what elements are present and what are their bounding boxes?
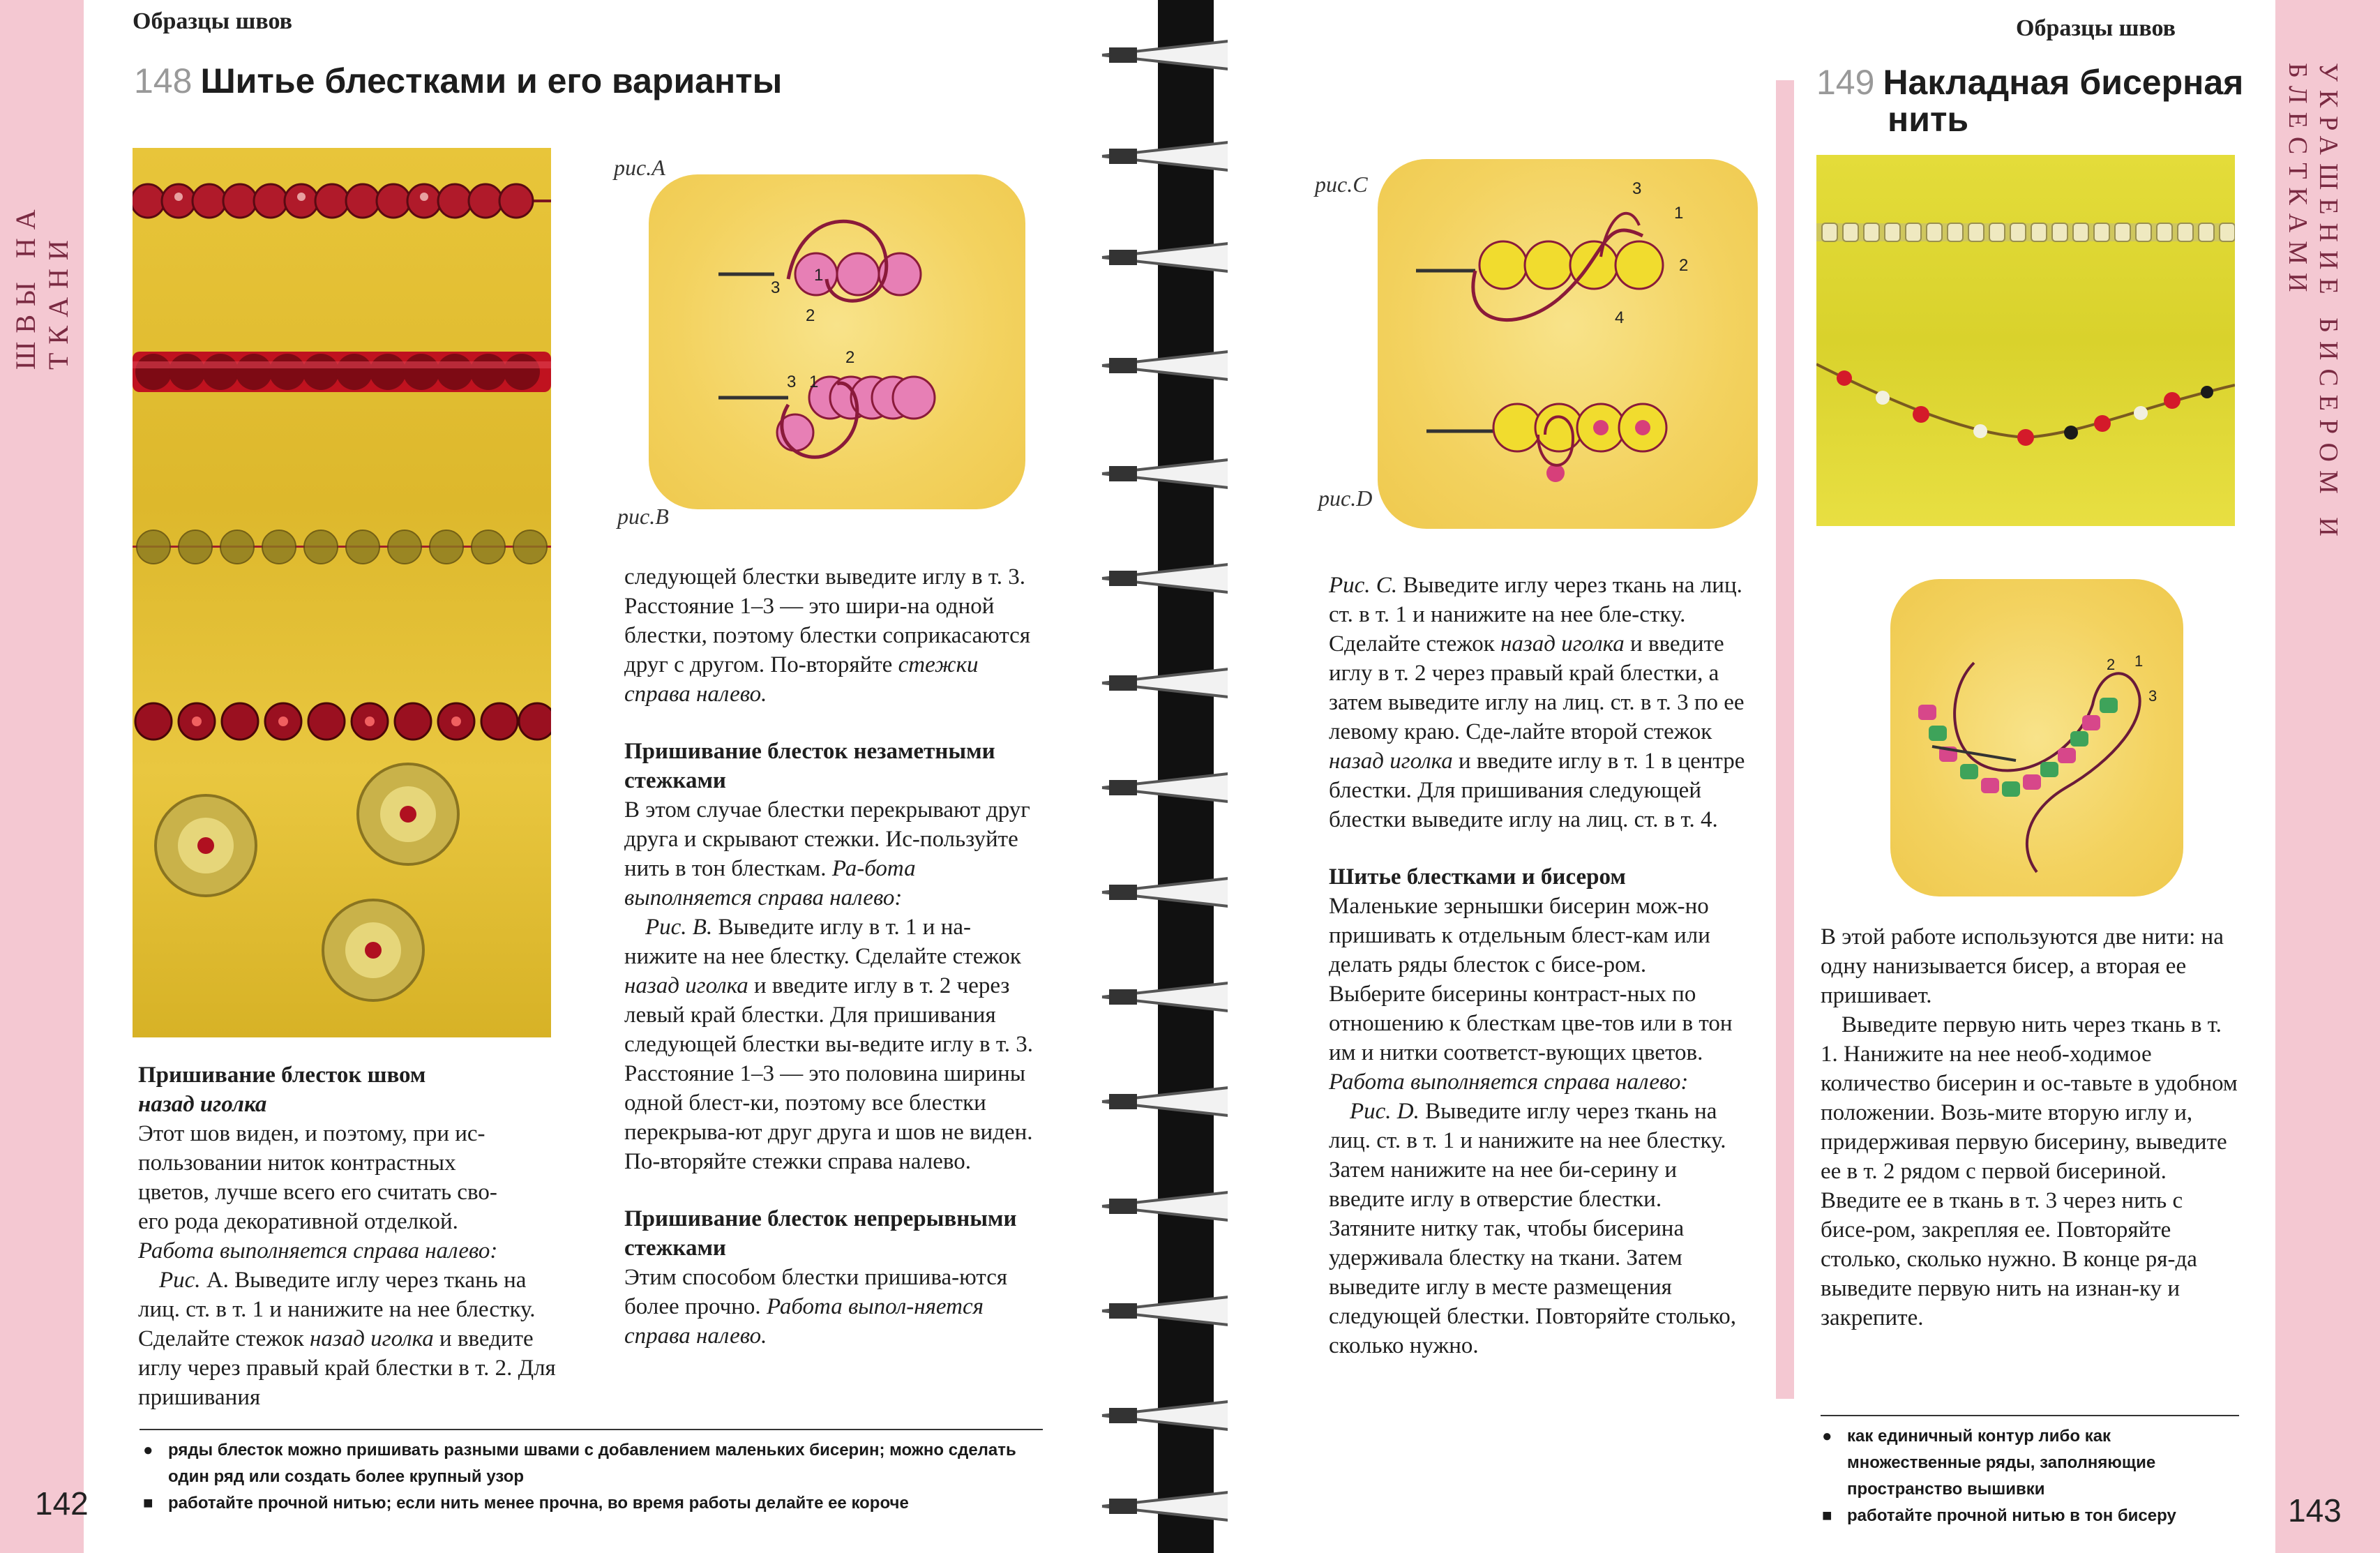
sequin-row-2 <box>133 352 551 392</box>
fig-a-diagram <box>718 221 921 325</box>
col2-p4: Этим способом блестки пришива-ются более прочно. Работа выпол-няется справа налево. <box>624 1265 1008 1349</box>
sequin-row-1 <box>133 184 551 218</box>
fig-b-num-1: 1 <box>809 373 819 391</box>
left-footer-rule <box>140 1429 1043 1430</box>
col4-p1: В этой работе используются две нити: на одну нанизывается бисер, а вторая ее пришивает. <box>1821 924 2224 1008</box>
fig-b-num-3: 3 <box>787 373 797 391</box>
right-page-title <box>1816 64 2243 137</box>
right-page-number: 143 <box>2288 1492 2342 1529</box>
fig-b-label: рис.В <box>617 504 669 529</box>
square-bullet-icon: ■ <box>1822 1506 1832 1525</box>
right-side-label: УКРАШЕНИЕ БИСЕРОМ И БЛЕСТКАМИ <box>2283 63 2343 545</box>
col3-p1: Рис. С. Выведите иглу через ткань на лиц. ст. в т. 1 и нанижите на нее бле-стку. Сделайте стежок назад иголка и введите иглу в т. 2 через правый край блестки, а затем выведите иглу на лиц. ст. в т. 3 по ее левому краю. Сде-лайте второй стежок назад иголка и введите иглу в т. 1 в центре блестки. Для пришивания следующей блестки выведите иглу на лиц. ст. в т. 4. <box>1329 573 1745 832</box>
fig-d-label: рис.D <box>1318 486 1373 511</box>
col3-p3: Рис. D. Выведите иглу через ткань на лиц. ст. в т. 1 и нанижите на нее блестку. Затем нанижите на нее би-серину и введите иглу в отверстие блестки. Затяните нитку так, чтобы бисерина удерживала блестку на ткани. Затем выведите иглу в месте размещения следующей блестки. Повторяйте столько, сколько нужно. <box>1329 1099 1736 1358</box>
right-col4-text <box>1821 922 2239 1333</box>
left-section-header: Образцы швов <box>133 8 293 34</box>
fig-c-num-3: 3 <box>1632 179 1642 198</box>
col1-para-a: Рис. А. Выведите иглу через ткань на лиц. ст. в т. 1 и нанижите на нее блестку. Сделайте стежок назад иголка и введите иглу через правый край блестки в т. 2. Для пришивания <box>138 1268 556 1410</box>
col1-line2: пользовании ниток контрастных <box>138 1150 456 1176</box>
right-footer-notes <box>1822 1423 2240 1529</box>
fig-a-num-3: 3 <box>771 278 781 297</box>
fig-e-num-2: 2 <box>2107 656 2116 673</box>
sequin-row-4 <box>135 703 551 740</box>
square-bullet-icon: ■ <box>143 1494 153 1513</box>
bead-sample-photo <box>1816 155 2235 526</box>
bead-row-top <box>1816 223 2235 241</box>
right-pink-divider <box>1776 80 1794 1399</box>
diagram-cd-panel <box>1378 159 1758 529</box>
fig-c-label: рис.С <box>1315 172 1368 197</box>
col2-p3: Рис. В. Выведите иглу в т. 1 и на-нижите на нее блестку. Сделайте стежок назад иголка и введите иглу в т. 2 через левый край блестки. Для пришивания следующей блестки вы-ведите иглу в т. 3. Расстояние 1–3 — это половина ширины одной блест-ки, поэтому все блестки перекрыва-ют друг друга и шов не виден. По-вторяйте стежки справа налево. <box>624 915 1034 1174</box>
left-note-2: ■ работайте прочной нитью; если нить менее прочна, во время работы делайте ее короче <box>143 1490 1043 1517</box>
left-col1-text <box>138 1060 557 1412</box>
title-number: 148 <box>134 61 193 100</box>
col2-p2: В этом случае блестки перекрывают друг друга и скрывают стежки. Ис-пользуйте нить в тон блесткам. Ра-бота выполняется справа налево: <box>624 797 1030 910</box>
col1-heading: Пришивание блесток швом назад иголка <box>138 1063 426 1117</box>
fig-e-num-1: 1 <box>2134 652 2144 670</box>
fig-a-num-2: 2 <box>806 306 815 325</box>
diagram-ab-panel <box>649 174 1025 509</box>
right-note-1: ● как единичный контур либо как множественные ряды, заполняющие пространство вышивки <box>1822 1423 2240 1503</box>
title-line1: Накладная бисерная <box>1883 63 2244 102</box>
right-col3-text <box>1329 571 1747 1360</box>
col2-heading3: Пришивание блесток непрерывными стежками <box>624 1206 1017 1261</box>
bead-chain <box>1918 698 2118 797</box>
bead-string-curve <box>1816 364 2235 446</box>
fig-b-num-2: 2 <box>845 348 855 367</box>
sequin-sample-photo <box>133 148 551 1037</box>
col3-p2: Маленькие зернышки бисерин мож-но пришивать к отдельным блест-кам или делать ряды блесток с бисе-ром. Выберите бисерины контраст-ных по отношению к блесткам цве-тов или в тон им и нитки соответст-вующих цветов. <box>1329 894 1733 1065</box>
right-footer-rule <box>1821 1415 2239 1416</box>
fig-d-diagram <box>1426 404 1666 482</box>
fig-c-num-1: 1 <box>1674 204 1684 223</box>
left-footer-notes <box>143 1437 1043 1517</box>
fig-e-num-3: 3 <box>2148 687 2157 705</box>
title-number: 149 <box>1816 63 1875 102</box>
col3-p2-italic: Работа выполняется справа налево: <box>1329 1070 1689 1095</box>
left-note-1: ● ряды блесток можно пришивать разными швами с добавлением маленьких бисерин; можно сделать один ряд или создать более крупный узор <box>143 1437 1043 1490</box>
col1-italic-line: Работа выполняется справа налево: <box>138 1238 498 1263</box>
bullet-icon: ● <box>1822 1427 1832 1446</box>
col2-p1: следующей блестки выведите иглу в т. 3. Расстояние 1–3 — это шири-на одной блестки, поэтому блестки соприкасаются друг с другом. По-вторяйте стежки справа налево. <box>624 564 1031 707</box>
fig-c-num-2: 2 <box>1679 256 1689 275</box>
fig-a-label: рис.А <box>614 155 665 180</box>
col2-heading2: Пришивание блесток незаметными стежками <box>624 739 995 793</box>
diagram-e-panel <box>1890 579 2183 896</box>
fig-b-diagram <box>718 348 935 457</box>
left-side-label: ШВЫ НА ТКАНИ <box>10 201 74 370</box>
bullet-icon: ● <box>143 1441 153 1460</box>
sequin-row-3 <box>133 530 551 564</box>
left-page-number: 142 <box>35 1485 89 1522</box>
col4-p2: Выведите первую нить через ткань в т. 1. Нанижите на нее необ-ходимое количество бисерин и ос-тавьте в удобном положении. Возь-мите вторую иглу и, придерживая первую бисерину, выведите ее в т. 2 рядом с первой бисериной. Введите ее в ткань в т. 3 через нить с бисе-ром, закрепляя ее. Повторяйте столько, сколько нужно. В конце ря-да выведите первую нить на изнан-ку и закрепите. <box>1821 1012 2238 1330</box>
col1-line4: его рода декоративной отделкой. <box>138 1209 458 1234</box>
right-note-2: ■ работайте прочной нитью в тон бисеру <box>1822 1503 2240 1529</box>
col3-heading2: Шитье блестками и бисером <box>1329 864 1626 890</box>
fig-c-diagram <box>1416 179 1688 327</box>
left-page-title <box>134 63 782 100</box>
right-section-header: Образцы швов <box>2016 15 2176 41</box>
title-line2: нить <box>1888 99 1969 139</box>
col1-line3: цветов, лучше всего его считать сво- <box>138 1180 497 1205</box>
title-text: Шитье блестками и его варианты <box>200 61 783 100</box>
left-col2-text <box>624 562 1043 1351</box>
fig-a-num-1: 1 <box>814 266 824 285</box>
cup-sequins <box>156 764 458 1000</box>
col1-line1: Этот шов виден, и поэтому, при ис- <box>138 1121 485 1146</box>
fig-c-num-4: 4 <box>1615 308 1625 327</box>
